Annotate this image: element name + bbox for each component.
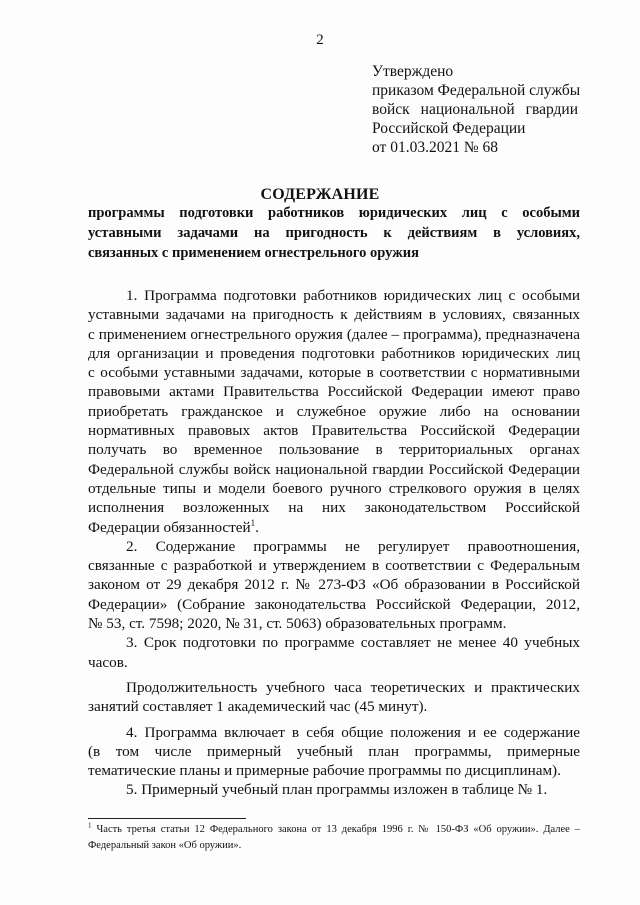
text-line: с особыми уставными задачами, которые в соответствии с нормативными <box>88 364 580 382</box>
paragraph-1 <box>88 286 580 537</box>
paragraph-3b <box>88 678 580 717</box>
text-line: Федеральной службы войск национальной гвардии Российской Федерации <box>88 460 580 478</box>
footnote-marker: 1 <box>88 821 92 830</box>
text-line: Федерации» (Собрание законодательства Российской Федерации, 2012, <box>88 595 580 613</box>
text-line: получать во временное пользование в территориальных органах <box>88 441 580 459</box>
approval-line: от 01.03.2021 № 68 <box>372 139 498 156</box>
text-line: исполнения возложенных на них законодательством Российской <box>88 499 580 517</box>
footnote-line <box>88 822 580 838</box>
subtitle-line: уставными задачами на пригодность к действиям в условиях, <box>88 225 580 241</box>
approval-line: приказом Федеральной службы <box>372 82 581 99</box>
page-number: 2 <box>316 32 324 48</box>
text-line-last: Федерации обязанностей$^1$. <box>88 517 259 536</box>
text-line: Продолжительность учебного часа теоретических и практических <box>126 678 580 696</box>
text-line: часов. <box>88 653 128 671</box>
text-line: 2. Содержание программы не регулирует правоотношения, <box>126 537 580 555</box>
approval-line: Российской Федерации <box>372 120 526 137</box>
subtitle-line: программы подготовки работников юридических лиц с особыми <box>88 205 580 221</box>
footnote-reference[interactable]: 1 <box>250 517 256 528</box>
text-line: для организации и проведения подготовки работников юридических лиц <box>88 344 580 362</box>
text-line: 3. Срок подготовки по программе составляет не менее 40 учебных <box>126 634 580 652</box>
text-fragment: Часть третья статьи 12 Федерального закона от 13 декабря 1996 г. № 150-ФЗ «Об оружии». Далее – <box>96 824 581 835</box>
document-subtitle <box>88 203 580 263</box>
document-title: СОДЕРЖАНИЕ <box>260 186 380 203</box>
text-line: отдельные типы и модели боевого ручного стрелкового оружия в целях <box>88 479 580 497</box>
paragraph-4 <box>88 723 580 781</box>
text-fragment: Федерации обязанностей <box>88 518 251 536</box>
footnote-separator <box>88 818 246 819</box>
paragraph-3 <box>88 633 580 672</box>
text-line: нормативных правовых актов Правительства Российской Федерации <box>88 422 580 440</box>
approval-line: Утверждено <box>372 63 454 80</box>
text-line: тематические планы и примерные рабочие программы по дисциплинам). <box>88 762 561 780</box>
text-line: законом от 29 декабря 2012 г. № 273-ФЗ «Об образовании в Российской <box>88 576 580 594</box>
text-line: 4. Программа включает в себя общие положения и ее содержание <box>126 723 580 741</box>
text-line: (в том числе примерный учебный план программы, примерные <box>88 742 580 760</box>
text-line: приобретать гражданское и служебное оружие либо на основании <box>88 402 580 420</box>
text-line: правовыми актами Правительства Российской Федерации имеют право <box>88 383 580 401</box>
text-line: 5. Примерный учебный план программы изложен в таблице № 1. <box>126 781 548 799</box>
document-body <box>88 286 580 800</box>
text-line: уставными задачами на пригодность к действиям в условиях, связанных <box>88 306 580 324</box>
subtitle-line: связанных с применением огнестрельного оружия <box>88 245 419 261</box>
approval-line: войск национальной гвардии <box>372 101 578 118</box>
footnote-line: Федеральный закон «Об оружии». <box>88 840 242 851</box>
paragraph-2 <box>88 537 580 633</box>
text-line: занятий составляет 1 академический час (45 минут). <box>88 698 428 716</box>
text-line: 1. Программа подготовки работников юридических лиц с особыми <box>126 287 580 304</box>
paragraph-5 <box>88 780 580 799</box>
text-line: связанные с разработкой и утверждением в соответствии с Федеральным <box>88 557 580 575</box>
approval-stamp <box>372 62 581 157</box>
footnote <box>88 822 580 854</box>
text-line: № 53, ст. 7598; 2020, № 31, ст. 5063) образовательных программ. <box>88 615 507 633</box>
text-line: с применением огнестрельного оружия (далее – программа), предназначена <box>88 325 580 343</box>
